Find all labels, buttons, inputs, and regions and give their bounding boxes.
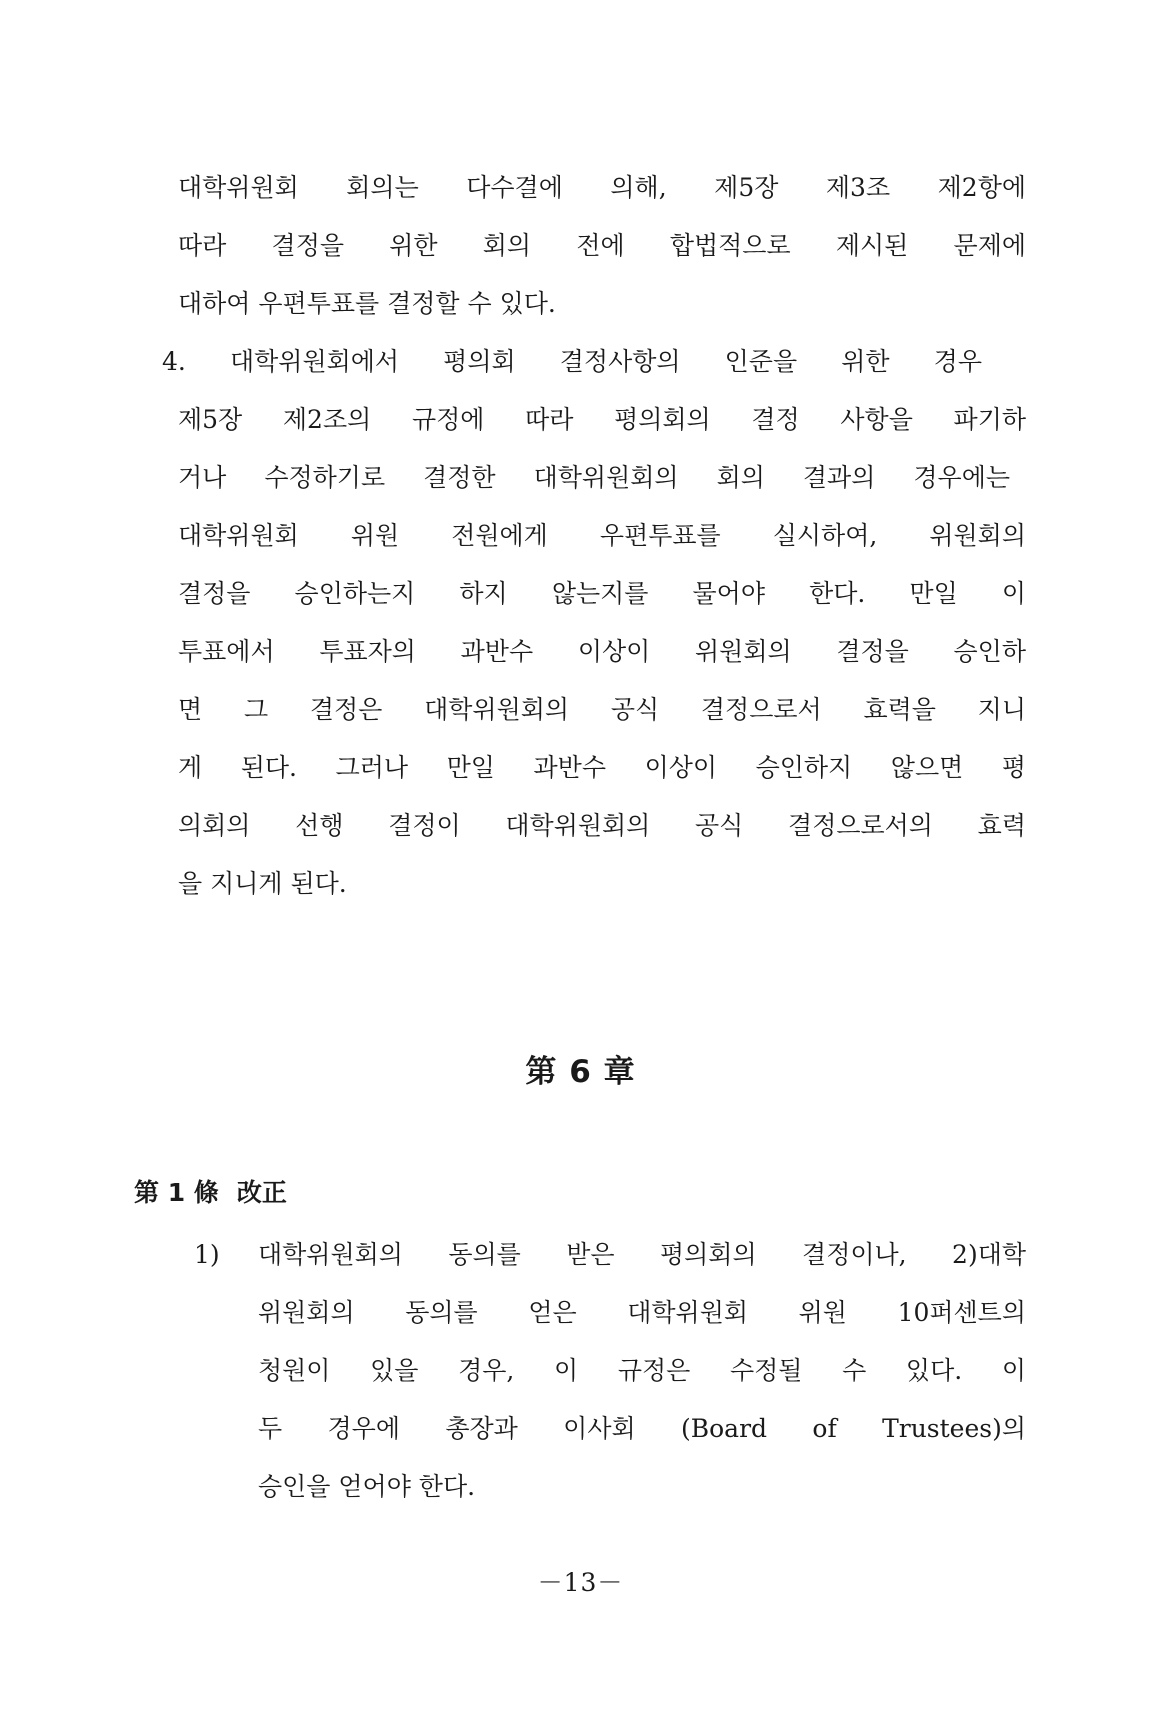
item-4-line-3: 거나 수정하기로 결정한 대학위원회의 회의 결과의 경우에는: [178, 463, 1010, 492]
paragraph-2-line-6: 의회의 선행 결정이 대학위원회의 공식 결정으로서의 효력: [178, 811, 1026, 840]
paragraph-2-line-2: 결정을 승인하는지 하지 않는지를 물어야 한다. 만일 이: [178, 579, 1026, 608]
paragraph-2-line-7: 을 지니게 된다.: [178, 869, 347, 898]
item-4-number: 4.: [162, 347, 186, 376]
paragraph-2-line-3: 투표에서 투표자의 과반수 이상이 위원회의 결정을 승인하: [178, 637, 1026, 666]
paragraph-2-line-1: 대학위원회 위원 전원에게 우편투표를 실시하여, 위원회의: [178, 521, 1026, 550]
sub-item-1-line-4: 두 경우에 총장과 이사회 (Board of Trustees)의: [258, 1414, 1026, 1443]
article-title: 改正: [236, 1178, 287, 1207]
sub-item-1-line-2: 위원회의 동의를 얻은 대학위원회 위원 10퍼센트의: [258, 1298, 1026, 1327]
paragraph-1-line-3: 대하여 우편투표를 결정할 수 있다.: [178, 289, 556, 318]
item-4-first-line: [162, 345, 982, 379]
article-number: 第 1 條: [134, 1178, 219, 1207]
chapter-title: 第 6 章: [525, 1054, 636, 1090]
item-4-first-line-text: 대학위원회에서 평의회 결정사항의 인준을 위한 경우: [230, 347, 982, 376]
sub-item-1-line-5: 승인을 얻어야 한다.: [258, 1472, 476, 1501]
paragraph-2-line-5: 게 된다. 그러나 만일 과반수 이상이 승인하지 않으면 평: [178, 753, 1026, 782]
article-heading: [134, 1176, 287, 1210]
paragraph-1-line-2: 따라 결정을 위한 회의 전에 합법적으로 제시된 문제에: [178, 231, 1026, 260]
sub-item-1-line-3: 청원이 있을 경우, 이 규정은 수정될 수 있다. 이: [258, 1356, 1026, 1385]
paragraph-1-line-1: 대학위원회 회의는 다수결에 의해, 제5장 제3조 제2항에: [178, 173, 1026, 202]
paragraph-2-line-4: 면 그 결정은 대학위원회의 공식 결정으로서 효력을 지니: [178, 695, 1026, 724]
sub-item-1-number: 1): [194, 1240, 220, 1269]
page-number: －13－: [537, 1568, 624, 1597]
item-4-line-2: 제5장 제2조의 규정에 따라 평의회의 결정 사항을 파기하: [178, 405, 1026, 434]
sub-item-1-line-1: 대학위원회의 동의를 받은 평의회의 결정이나, 2)대학: [258, 1240, 1026, 1269]
